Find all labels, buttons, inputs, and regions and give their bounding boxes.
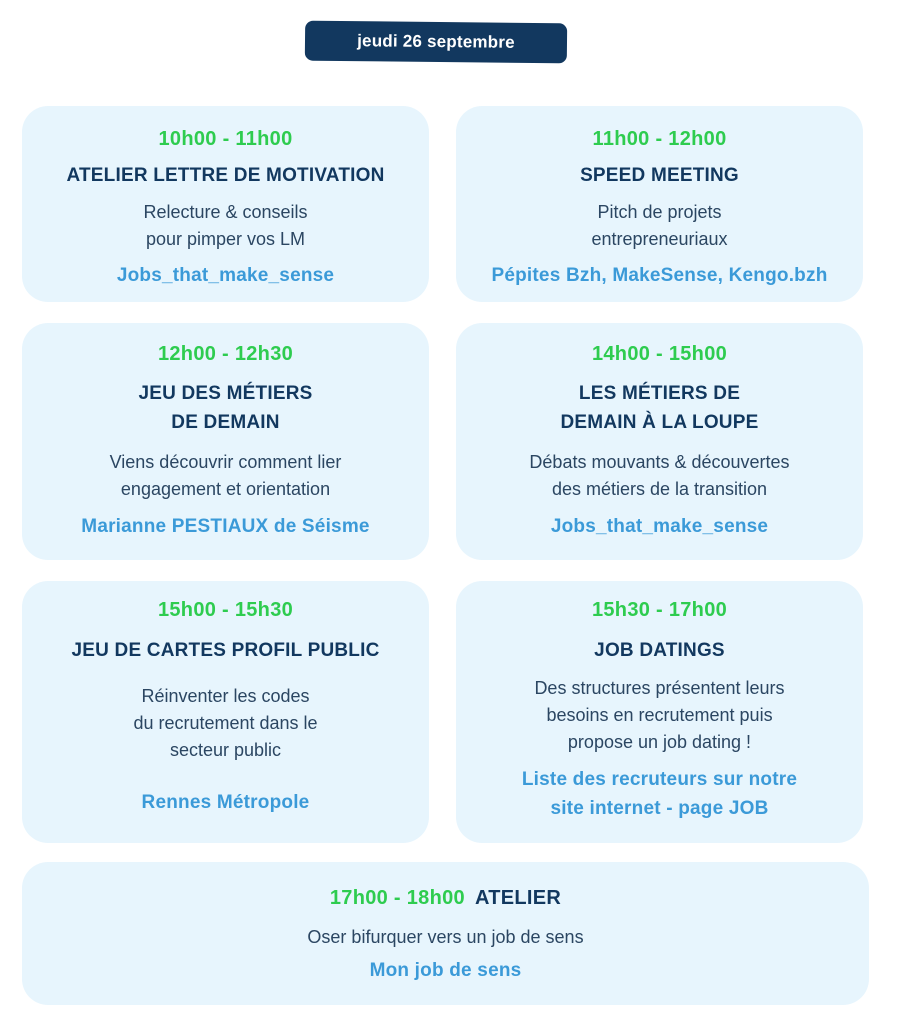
event-organizer: Pépites Bzh, MakeSense, Kengo.bzh	[491, 265, 828, 286]
event-organizer: Rennes Métropole	[141, 792, 310, 813]
event-title: LES MÉTIERS DE DEMAIN À LA LOUPE	[560, 383, 759, 433]
event-card	[456, 106, 863, 302]
event-time: 11h00 - 12h00	[592, 128, 727, 150]
event-heading	[22, 887, 869, 910]
event-card	[22, 581, 429, 843]
event-description: Pitch de projets entrepreneuriaux	[591, 202, 728, 249]
event-organizer: Marianne PESTIAUX de Séisme	[81, 516, 370, 537]
event-organizer: Liste des recruteurs sur notre site internet - page JOB	[521, 769, 798, 819]
date-badge: jeudi 26 septembre	[305, 21, 567, 64]
event-card	[456, 581, 863, 843]
event-card	[456, 323, 863, 560]
event-time: 17h00 - 18h00	[329, 887, 465, 909]
event-title: JEU DE CARTES PROFIL PUBLIC	[71, 640, 380, 661]
event-card	[22, 106, 429, 302]
event-description: Relecture & conseils pour pimper vos LM	[143, 202, 308, 249]
event-description: Oser bifurquer vers un job de sens	[307, 927, 584, 947]
event-organizer: Jobs_that_make_sense	[550, 516, 769, 537]
event-title: JOB DATINGS	[594, 640, 725, 661]
event-description: Débats mouvants & découvertes des métiers de la transition	[529, 452, 790, 499]
event-time: 10h00 - 11h00	[158, 128, 293, 150]
event-organizer: Jobs_that_make_sense	[116, 265, 335, 286]
event-description: Viens découvrir comment lier engagement et orientation	[109, 452, 342, 499]
event-time: 15h00 - 15h30	[157, 599, 294, 621]
event-title: ATELIER LETTRE DE MOTIVATION	[66, 165, 385, 186]
event-time: 15h30 - 17h00	[591, 599, 728, 621]
event-title: SPEED MEETING	[580, 165, 739, 186]
event-time: 12h00 - 12h30	[157, 343, 294, 365]
event-title: ATELIER	[474, 887, 562, 909]
event-card	[22, 323, 429, 560]
event-time: 14h00 - 15h00	[591, 343, 728, 365]
event-organizer: Mon job de sens	[369, 960, 522, 981]
event-title: JEU DES MÉTIERS DE DEMAIN	[138, 383, 313, 433]
event-card	[22, 862, 869, 1005]
event-description: Réinventer les codes du recrutement dans le secteur public	[133, 686, 318, 760]
event-description: Des structures présentent leurs besoins en recrutement puis propose un job dating !	[534, 678, 785, 752]
